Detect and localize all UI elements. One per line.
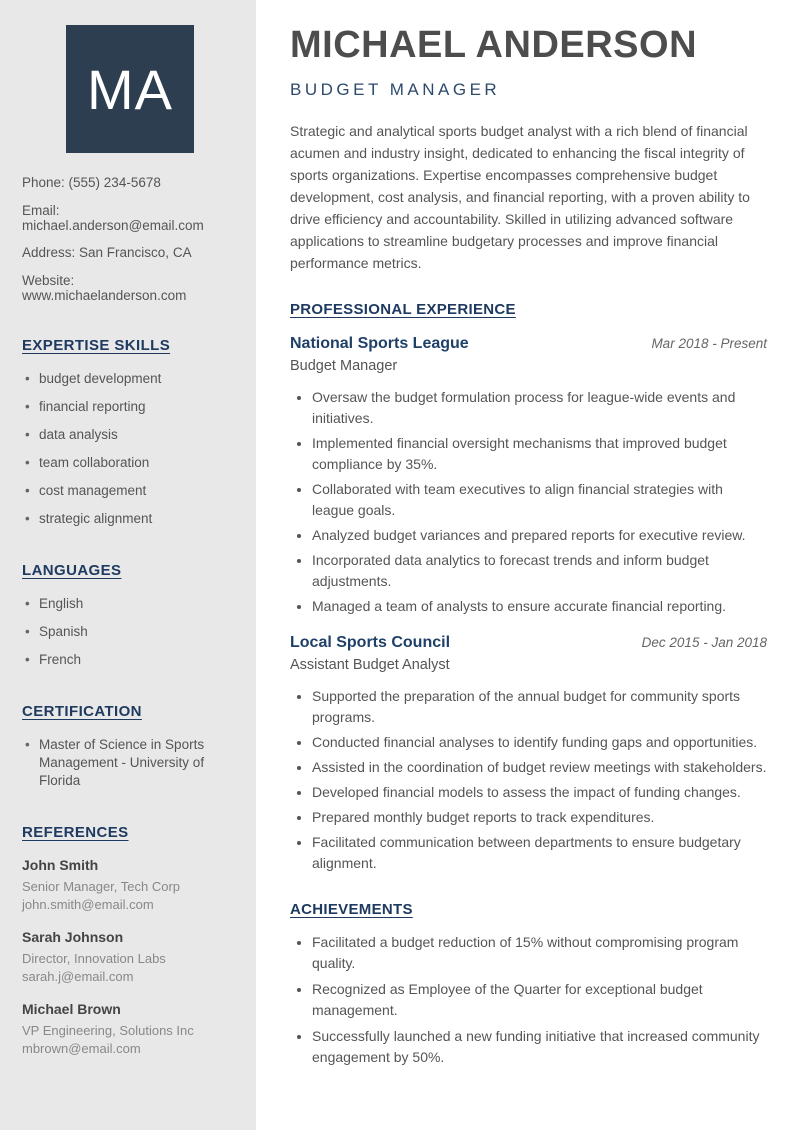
reference-role: Senior Manager, Tech Corp bbox=[22, 878, 181, 894]
job-bullet: • Prepared monthly budget reports to track expenditures. bbox=[312, 807, 767, 828]
job-bullet: • Managed a team of analysts to ensure accurate financial reporting. bbox=[312, 596, 767, 617]
company-name: Local Sports Council bbox=[290, 634, 451, 651]
job-dates: Mar 2018 - Present bbox=[651, 336, 767, 351]
job-role: Assistant Budget Analyst bbox=[290, 657, 450, 673]
skill-item: • strategic alignment bbox=[22, 510, 238, 528]
job-bullet: • Facilitated communication between departments to ensure budgetary alignment. bbox=[312, 832, 767, 874]
section-heading-achievements: ACHIEVEMENTS bbox=[290, 901, 413, 918]
reference-name: Michael Brown bbox=[22, 1000, 121, 1017]
skills-list bbox=[22, 370, 238, 528]
reference-entry bbox=[22, 857, 238, 914]
languages-list bbox=[22, 595, 238, 669]
sidebar-heading-skills: EXPERTISE SKILLS bbox=[22, 336, 171, 354]
job-bullet-list bbox=[290, 387, 767, 617]
reference-entry bbox=[22, 929, 238, 986]
job-role: Budget Manager bbox=[290, 358, 398, 374]
job-bullet: • Analyzed budget variances and prepared reports for executive review. bbox=[312, 525, 767, 546]
language-item: • English bbox=[22, 595, 238, 613]
job-bullet-list bbox=[290, 686, 767, 874]
job-bullet: • Collaborated with team executives to align financial strategies with league goals. bbox=[312, 479, 767, 521]
job-entry bbox=[290, 634, 767, 874]
avatar-initials: MA bbox=[87, 57, 173, 121]
job-bullet: • Incorporated data analytics to forecast trends and inform budget adjustments. bbox=[312, 550, 767, 592]
job-header bbox=[290, 335, 767, 353]
job-bullet: • Oversaw the budget formulation process for league-wide events and initiatives. bbox=[312, 387, 767, 429]
achievement-bullet: • Facilitated a budget reduction of 15% without compromising program quality. bbox=[312, 932, 767, 974]
sidebar bbox=[0, 0, 256, 1130]
job-bullet: • Implemented financial oversight mechanisms that improved budget compliance by 35%. bbox=[312, 433, 767, 475]
page-title: MICHAEL ANDERSON bbox=[290, 24, 698, 66]
job-bullet: • Developed financial models to assess the impact of funding changes. bbox=[312, 782, 767, 803]
skill-item: • budget development bbox=[22, 370, 238, 388]
reference-email: sarah.j@email.com bbox=[22, 968, 134, 984]
contact-email: Email: michael.anderson@email.com bbox=[22, 202, 204, 233]
sidebar-heading-languages: LANGUAGES bbox=[22, 561, 122, 579]
reference-role: VP Engineering, Solutions Inc bbox=[22, 1022, 194, 1038]
sidebar-heading-certification: CERTIFICATION bbox=[22, 702, 142, 720]
achievement-bullet: • Successfully launched a new funding initiative that increased community engagement by 50%. bbox=[312, 1026, 767, 1068]
skill-item: • financial reporting bbox=[22, 398, 238, 416]
job-bullet: • Supported the preparation of the annual budget for community sports programs. bbox=[312, 686, 767, 728]
achievement-bullet: • Recognized as Employee of the Quarter for exceptional budget management. bbox=[312, 979, 767, 1021]
achievements-list bbox=[290, 932, 767, 1068]
job-entry bbox=[290, 335, 767, 617]
reference-name: John Smith bbox=[22, 856, 99, 873]
reference-entry bbox=[22, 1001, 238, 1058]
skill-item: • cost management bbox=[22, 482, 238, 500]
language-item: • Spanish bbox=[22, 623, 238, 641]
reference-email: mbrown@email.com bbox=[22, 1040, 141, 1056]
summary-paragraph: Strategic and analytical sports budget analyst with a rich blend of financial acumen and industry insight, dedicated to enhancing the fiscal integrity of sports organizations. Expertise encompasses comprehensive budget development, cost analysis, and financial reporting, with a proven ability to drive efficiency and accountability. Skilled in utilizing advanced software applications to streamline budgetary processes and improve financial performance metrics. bbox=[290, 123, 750, 271]
reference-role: Director, Innovation Labs bbox=[22, 950, 166, 966]
language-item: • French bbox=[22, 651, 238, 669]
contact-address: Address: San Francisco, CA bbox=[22, 245, 192, 260]
main-content bbox=[256, 0, 800, 1068]
job-title-subtitle: BUDGET MANAGER bbox=[290, 80, 501, 99]
job-bullet: • Assisted in the coordination of budget review meetings with stakeholders. bbox=[312, 757, 767, 778]
sidebar-heading-references: REFERENCES bbox=[22, 823, 129, 841]
certification-item: • Master of Science in Sports Management - University of Florida bbox=[22, 736, 238, 790]
contact-phone: Phone: (555) 234-5678 bbox=[22, 175, 161, 190]
job-header bbox=[290, 634, 767, 652]
company-name: National Sports League bbox=[290, 335, 469, 352]
skill-item: • data analysis bbox=[22, 426, 238, 444]
certification-list bbox=[22, 736, 238, 790]
job-dates: Dec 2015 - Jan 2018 bbox=[641, 635, 767, 650]
reference-email: john.smith@email.com bbox=[22, 896, 154, 912]
contact-info bbox=[22, 175, 238, 303]
section-heading-experience: PROFESSIONAL EXPERIENCE bbox=[290, 301, 516, 318]
avatar bbox=[66, 25, 194, 153]
reference-name: Sarah Johnson bbox=[22, 928, 124, 945]
contact-website: Website: www.michaelanderson.com bbox=[22, 272, 187, 303]
job-bullet: • Conducted financial analyses to identify funding gaps and opportunities. bbox=[312, 732, 767, 753]
skill-item: • team collaboration bbox=[22, 454, 238, 472]
